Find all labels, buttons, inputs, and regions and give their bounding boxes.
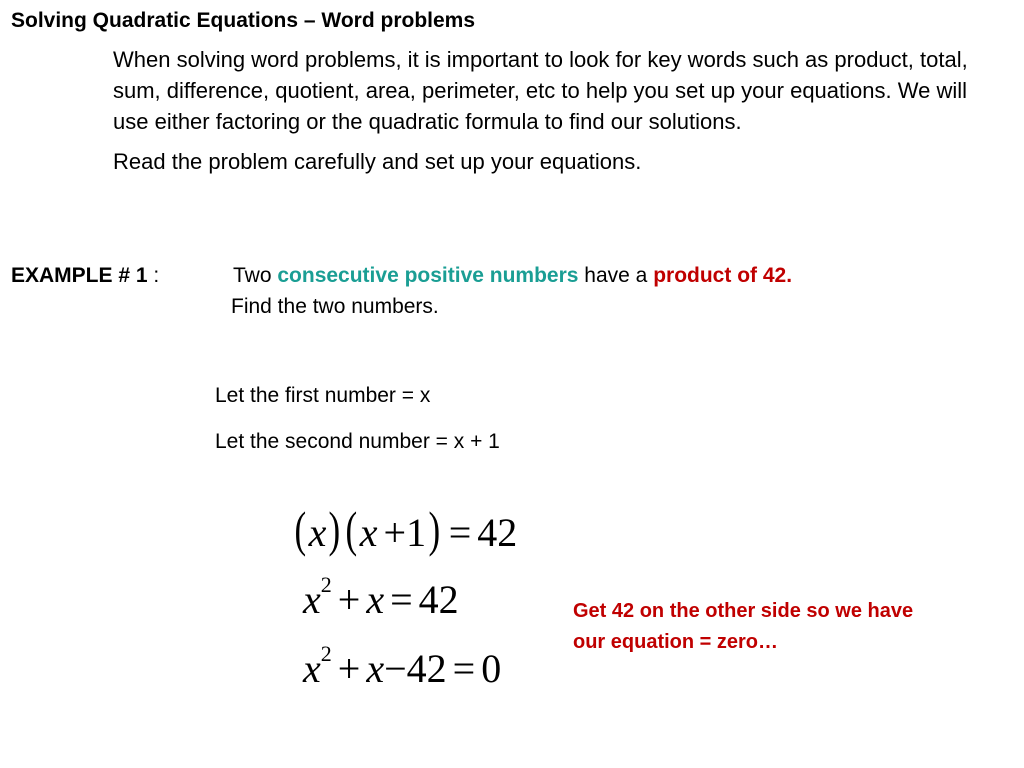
- equation-3: [303, 641, 502, 692]
- let-second-number: Let the second number = x + 1: [215, 430, 500, 453]
- eq1-plus: +: [383, 510, 407, 555]
- eq2-rhs: 42: [418, 577, 459, 622]
- slide-title: Solving Quadratic Equations – Word problems: [11, 9, 476, 32]
- eq2-exponent: 2: [320, 572, 332, 597]
- annotation-note: [573, 596, 913, 658]
- eq1-equals: =: [448, 510, 472, 555]
- eq3-rhs: 0: [481, 646, 502, 691]
- example-colon: :: [147, 264, 160, 287]
- eq3-x2: x: [366, 646, 385, 691]
- eq1-one: 1: [406, 510, 427, 555]
- eq1-rparen: ): [328, 501, 341, 557]
- eq3-exponent: 2: [320, 641, 332, 666]
- eq2-plus: +: [337, 577, 361, 622]
- example-label: [11, 264, 159, 288]
- eq1-lparen: (: [294, 501, 307, 557]
- problem-text-middle: have a: [578, 264, 654, 287]
- intro-paragraph-2: Read the problem carefully and set up your equations.: [113, 149, 642, 174]
- note-line-1: Get 42 on the other side so we have: [573, 600, 914, 622]
- highlight-product: product of 42.: [653, 264, 793, 287]
- intro-text: [113, 44, 973, 177]
- example-number: EXAMPLE # 1: [11, 264, 148, 287]
- eq3-equals: =: [452, 646, 476, 691]
- intro-paragraph-1: When solving word problems, it is important to look for key words such as product, total, sum, difference, quotient, area, perimeter, etc to help you set up your equations. We will use either factoring or the quadratic formula to find our solutions.: [113, 47, 968, 134]
- eq1-rparen2: ): [428, 501, 441, 557]
- eq3-minus: −: [384, 646, 407, 691]
- let-first-number: Let the first number = x: [215, 384, 431, 407]
- note-line-2: our equation = zero…: [573, 631, 779, 653]
- highlight-consecutive: consecutive positive numbers: [277, 264, 579, 287]
- eq2-equals: =: [390, 577, 413, 622]
- eq1-x2: x: [359, 510, 378, 555]
- eq2-x: x: [303, 577, 321, 622]
- eq1-x: x: [308, 510, 327, 555]
- equation-2: [303, 572, 459, 623]
- eq3-x: x: [303, 646, 321, 691]
- problem-statement-line-1: [233, 264, 792, 288]
- eq3-constant: 42: [406, 646, 447, 691]
- problem-text-before: Two: [233, 264, 278, 287]
- eq1-lparen2: (: [345, 501, 358, 557]
- eq3-plus: +: [337, 646, 361, 691]
- eq1-rhs: 42: [477, 510, 518, 555]
- eq2-x2: x: [366, 577, 385, 622]
- equation-1: [292, 500, 517, 558]
- problem-statement-line-2: Find the two numbers.: [231, 295, 439, 318]
